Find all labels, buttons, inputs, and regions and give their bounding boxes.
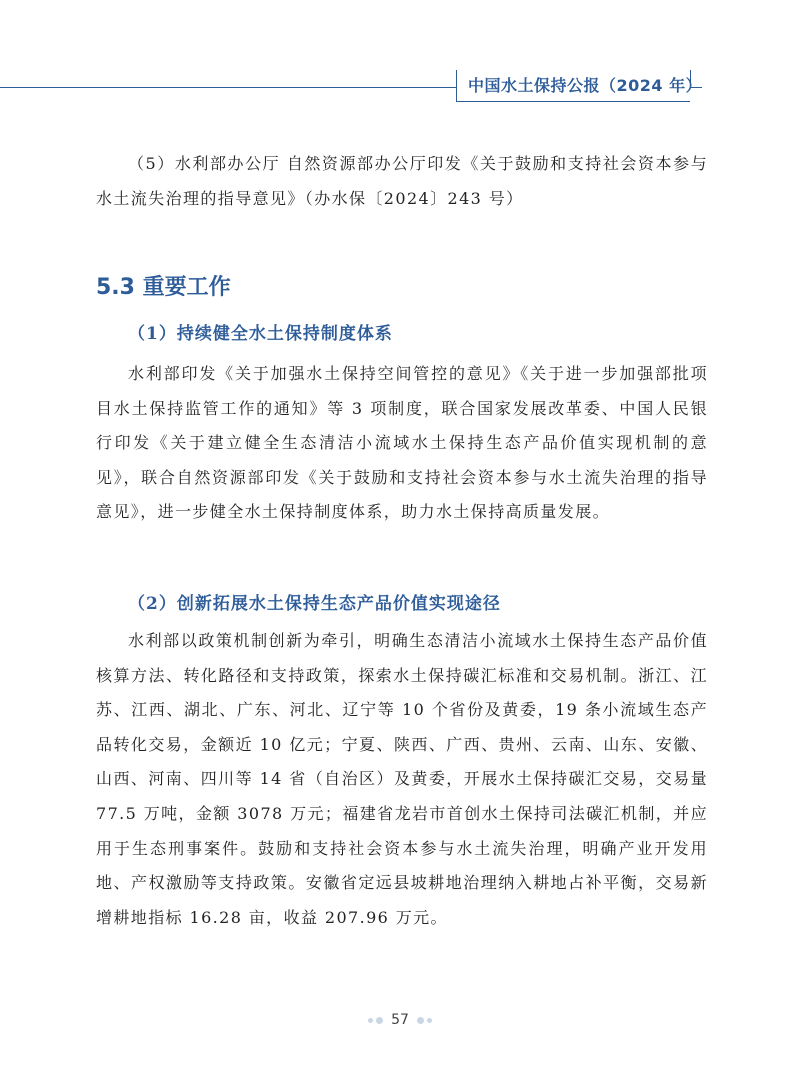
page-number: 57 [391, 1012, 409, 1028]
dot-icon [427, 1018, 432, 1023]
section-heading: 5.3 重要工作 [96, 275, 231, 300]
dot-icon [368, 1018, 373, 1023]
subsection-1-paragraph: 水利部印发《关于加强水土保持空间管控的意见》《关于进一步加强部批项目水土保持监管工作的通知》等 3 项制度，联合国家发展改革委、中国人民银行印发《关于建立健全生态清洁小流域水土保持生态产品价值实现机制的意见》，联合自然资源部印发《关于鼓励和支持社会资本参与水土流失治理的指导意见》，进一步健全水土保持制度体系，助力水土保持高质量发展。 [96, 364, 708, 522]
subsection-heading-2: （2）创新拓展水土保持生态产品价值实现途径 [128, 594, 501, 614]
page-footer [350, 1008, 450, 1032]
footer-dots-left [368, 1017, 383, 1024]
paragraph-item-5: （5）水利部办公厅 自然资源部办公厅印发《关于鼓励和支持社会资本参与水土流失治理的指导意见》（办水保〔2024〕243 号） [96, 154, 708, 208]
dot-icon [376, 1017, 383, 1024]
footer-dots-right [417, 1017, 432, 1024]
running-header-title: 中国水土保持公报（2024 年） [468, 76, 703, 95]
header-rule [0, 87, 456, 88]
subsection-2-paragraph: 水利部以政策机制创新为牵引，明确生态清洁小流域水土保持生态产品价值核算方法、转化路径和支持政策，探索水土保持碳汇标准和交易机制。浙江、江苏、江西、湖北、广东、河北、辽宁等 10 个省份及黄委，19 条小流域生态产品转化交易，金额近 10 亿元；宁夏、陕西、广西、贵州、云南、山东、安徽、山西、河南、四川等 14 省（自治区）及黄委，开展水土保持碳汇交易，交易量 77.5 万吨，金额 3078 万元；福建省龙岩市首创水土保持司法碳汇机制，并应用于生态刑事案件。鼓励和支持社会资本参与水土流失治理，明确产业开发用地、产权激励等支持政策。安徽省定远县坡耕地治理纳入耕地占补平衡，交易新增耕地指标 16.28 亩，收益 207.96 万元。 [96, 631, 708, 927]
subsection-heading-1: （1）持续健全水土保持制度体系 [128, 324, 393, 344]
dot-icon [417, 1017, 424, 1024]
